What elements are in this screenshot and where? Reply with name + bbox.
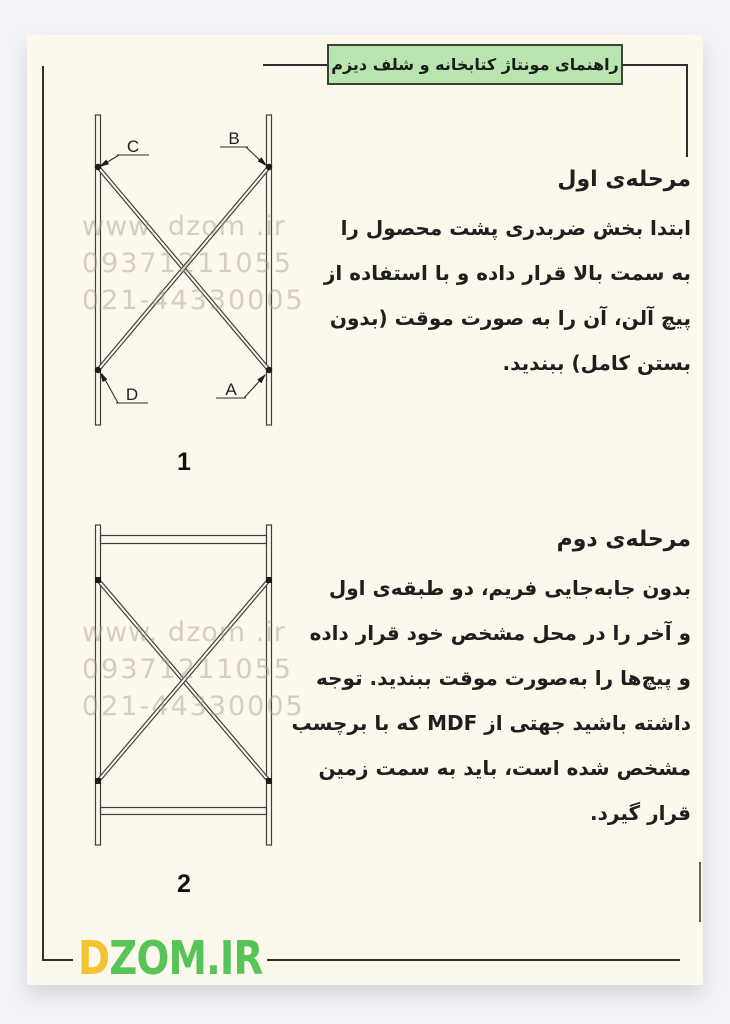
label-c: C (126, 137, 140, 156)
step-1-line: پیچ آلن، آن را به صورت موقت (بدون (329, 306, 691, 330)
step-2-line: قرار گیرد. (590, 801, 691, 825)
watermark-site: www. dzom .ir (82, 211, 286, 242)
step-2-title: مرحله‌ی دوم (556, 527, 691, 552)
frame-line-right (686, 64, 688, 157)
logo-rest: ZOM.IR (109, 931, 263, 985)
step-2-line: بدون جابه‌جایی فریم، دو طبقه‌ی اول (328, 576, 691, 600)
step-2-section (251, 527, 691, 836)
frame-line-right-bottom (699, 862, 701, 922)
watermark-phone-mobile: 09371211055 (82, 654, 293, 685)
step-1-section (251, 167, 691, 386)
frame-line-top-right (623, 64, 688, 66)
watermark-site: www. dzom .ir (82, 617, 286, 648)
step-2-line: مشخص شده است، باید به سمت زمین (318, 756, 691, 780)
frame-line-left (42, 66, 44, 961)
watermark-phone-city: 021-44330005 (82, 285, 305, 316)
instruction-page (27, 35, 703, 985)
label-a: A (225, 380, 237, 399)
watermark-phone-mobile: 09371211055 (82, 248, 293, 279)
watermark-phone-city: 021-44330005 (82, 691, 305, 722)
header-title-box (327, 44, 623, 85)
label-b: B (228, 129, 240, 148)
step-1-line: ابتدا بخش ضربدری پشت محصول را (340, 216, 691, 240)
step-2-line: داشته باشید جهتی از MDF که با برچسب (291, 711, 691, 735)
diagram-1-number: 1 (177, 448, 191, 476)
step-1-line: به سمت بالا قرار داده و با استفاده از (323, 261, 691, 285)
step-1-title: مرحله‌ی اول (557, 167, 691, 192)
step-2-line: و پیچ‌ها را به‌صورت موقت ببندید. توجه (316, 666, 691, 690)
bottom-shelf (101, 808, 267, 815)
label-d: D (125, 385, 139, 404)
step-2-line: و آخر را در محل مشخص خود قرار داده (309, 621, 691, 645)
step-1-line: بستن کامل) ببندید. (502, 351, 691, 375)
diagram-2-number: 2 (177, 870, 191, 898)
dzom-logo (73, 932, 267, 984)
frame-line-top-left (263, 64, 327, 66)
logo-letter-d: D (78, 931, 110, 985)
top-shelf (101, 536, 267, 544)
page-title: راهنمای مونتاژ کتابخانه و شلف دیزم (331, 55, 619, 74)
